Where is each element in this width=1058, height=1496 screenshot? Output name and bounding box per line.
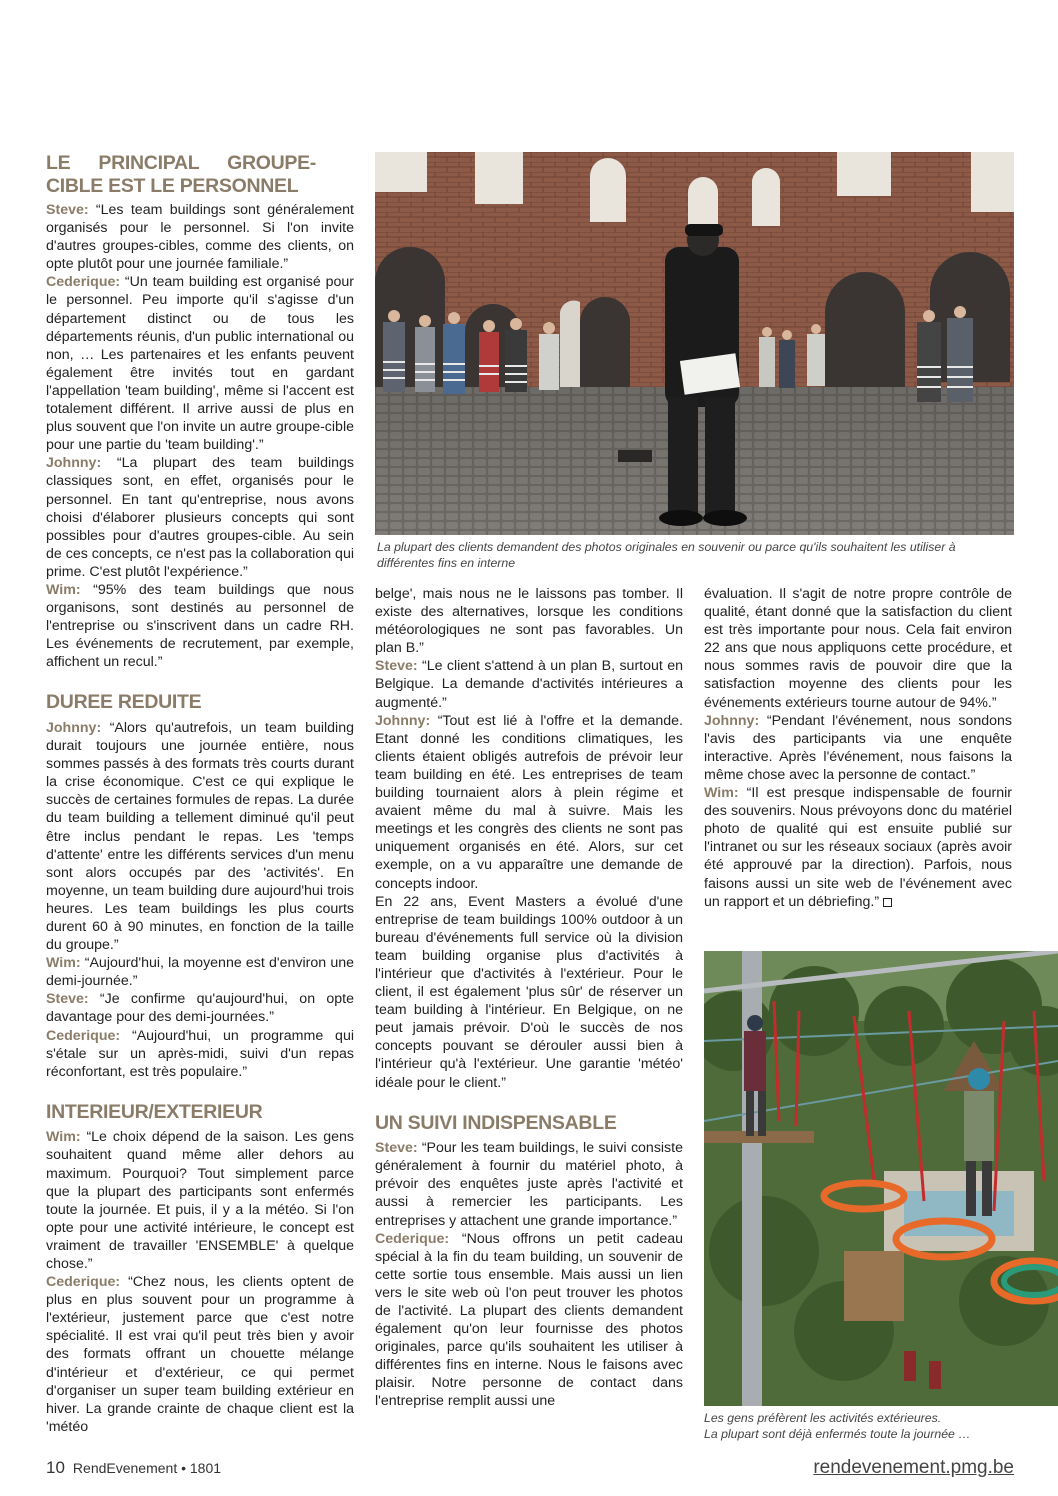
bottom-photo-caption: [704, 1410, 1034, 1442]
speaker-label: Wim:: [704, 785, 739, 802]
speaker-label: Cederique:: [375, 1230, 450, 1247]
paragraph-text: “Un team building est organisé pour le personnel. Peu importe qu'il s'agisse d'un département distinct ou de tous les départements réunis, d'un public international ou non, … Les partenaires et les enfants peuvent également être invités tout en gardant l'appellation 'team building', même si l'accent est totalement différent. Il arrive aussi de plus en plus souvent que l'on invite un autre groupe-cible pour une partie du 'team building'.”: [46, 274, 354, 454]
end-of-article-icon: [883, 898, 892, 907]
courtyard-photo-image: [375, 152, 1014, 535]
speaker-label: Cederique:: [46, 1274, 121, 1291]
speaker-label: Cederique:: [46, 1027, 121, 1044]
paragraph: [46, 1273, 354, 1436]
paragraph-text: “95% des team buildings que nous organisons, sont destinés au personnel de l'entreprise ou s'inscrivent dans un cadre RH. Les événements de recrutement, par exemple, affichent un recul.”: [46, 581, 354, 671]
speaker-label: Wim:: [46, 581, 81, 598]
paragraph: [375, 657, 683, 711]
paragraph: [46, 1027, 354, 1081]
bottom-caption-line-1: Les gens préfèrent les activités extérieures.: [704, 1411, 942, 1425]
paragraph: [46, 454, 354, 581]
speaker-label: Steve:: [46, 202, 89, 218]
speaker-label: Wim:: [46, 1129, 81, 1146]
heading-duree-reduite: DUREE REDUITE: [46, 691, 202, 714]
paragraph: [704, 784, 1012, 911]
paragraph: [704, 712, 1012, 784]
paragraph-text: “Nous offrons un petit cadeau spécial à la fin du team building, un souvenir de cette sortie tous ensemble. Mais aussi un lien vers le site web où l'on peut trouver les photos de l'activité. La plupart des clients demandent également qu'on leur fournisse des photos originales, parce qu'ils souhaitent les utiliser à différentes fins en interne. Nous le faisons avec plaisir. Notre personne de contact dans l'entreprise remplit aussi une: [375, 1230, 683, 1410]
paragraph: En 22 ans, Event Masters a évolué d'une entreprise de team buildings 100% outdoor à un bureau d'événements full service où la division team building organise plus d'activités à l'intérieur que d'activités à l'extérieur. Pour le client, il est également 'plus sûr' de réserver un team building à l'intérieur. En Belgique, on ne peut jamais prévoir. D'où le succès de nos concepts pouvant se dérouler aussi bien à l'intérieur qu'à l'extérieur. Une garantie 'météo' idéale pour le client.”: [375, 893, 683, 1091]
speaker-label: Cederique:: [46, 274, 121, 291]
column-1: [46, 152, 354, 1436]
paragraph-text: “Tout est lié à l'offre et la demande. Etant donné les conditions climatiques, les clients étaient obligés autrefois de prévoir leur team building en été. Les entreprises de team building tournaient alors à plein régime et avaient même du mal à suivre. Mais les meetings et les congrès des clients ne sont pas uniquement organisés en été. Alors, sur cet exemple, on a vu apparaître une demande de concepts indoor.: [375, 712, 683, 892]
ropes-course-photo: [704, 951, 1058, 1406]
top-photo-caption: La plupart des clients demandent des photos originales en souvenir ou parce qu'ils souhaitent les utiliser à différentes fins en interne: [377, 540, 956, 570]
paragraph-text: “Les team buildings sont généralement organisés pour le personnel. Si l'on invite d'autres groupes-cibles, comme des clients, on opte plutôt pour une journée familiale.”: [46, 202, 354, 273]
paragraph: [375, 1230, 683, 1411]
paragraph: [46, 273, 354, 454]
courtyard-photo: [375, 152, 1014, 535]
speaker-label: Johnny:: [46, 455, 102, 472]
speaker-label: Johnny:: [375, 712, 431, 729]
paragraph: [46, 201, 354, 273]
heading-suivi-indispensable: UN SUIVI INDISPENSABLE: [375, 1111, 617, 1134]
speaker-label: Steve:: [375, 658, 418, 675]
footer-left: [46, 1458, 221, 1478]
paragraph: [375, 712, 683, 893]
magazine-issue: RendEvenement • 1801: [72, 1460, 222, 1476]
paragraph: belge', mais nous ne le laissons pas tomber. Il existe des alternatives, lorsque les conditions météorologiques ne sont pas favorables. Un plan B.”: [375, 586, 683, 657]
paragraph-text: “Pour les team buildings, le suivi consiste généralement à fournir du matériel photo, à prévoir des enquêtes juste après l'activité et aussi à remercier les participants. Les entreprises y attachent une grande importance.”: [375, 1140, 683, 1229]
paragraph-text: “Le client s'attend à un plan B, surtout en Belgique. La demande d'activités intérieures a augmenté.”: [375, 658, 683, 711]
heading-principal-groupe-cible: LE PRINCIPAL GROUPE-CIBLE EST LE PERSONNEL: [46, 152, 316, 197]
paragraph-text: “Aujourd'hui, la moyenne est d'environ une demi-journée.”: [46, 955, 354, 990]
paragraph-text: “Le choix dépend de la saison. Les gens souhaitent quand même aller dehors au maximum. Pourquoi? Tout simplement parce que la plupart des participants sont enfermés toute la journée. Et puis, il y a la météo. Si l'on opte pour une activité intérieure, le concept est vraiment de travailler 'ENSEMBLE' à quelque chose.”: [46, 1129, 354, 1272]
paragraph-text: “Alors qu'autrefois, un team building durait toujours une journée entière, nous sommes passés à des formats très courts durant la crise économique. C'est ce qui explique le succès de certaines formules de repas. La durée du team building a tellement diminué qu'il peut être inclus pendant le repas. Les 'temps d'attente' entre les différents services d'un menu sont alors occupés par des 'activités'. En moyenne, un team building dure aujourd'hui trois heures. Les team buildings les plus courts durent 60 à 90 minutes, en fonction de la taille du groupe.”: [46, 719, 354, 954]
page-number: 10: [46, 1458, 65, 1477]
paragraph-text: “Pendant l'événement, nous sondons l'avis des participants via une enquête interactive. Après l'événement, nous faisons la même chose avec la personne de contact.”: [704, 712, 1012, 783]
paragraph: [46, 581, 354, 671]
column-2: [375, 585, 683, 1411]
speaker-label: Johnny:: [704, 712, 760, 729]
paragraph: [46, 719, 354, 954]
speaker-label: Steve:: [375, 1140, 418, 1157]
paragraph-text: “Chez nous, les clients optent de plus en plus souvent pour un programme à l'extérieur, justement parce que c'est notre spécialité. Il est vrai qu'il peut très bien y avoir des formats offrant un chouette mélange d'intérieur et d'extérieur, ce qui permet d'organiser un super team building extérieur en hiver. La grande crainte de chaque client est la 'météo: [46, 1274, 354, 1435]
footer-url-link[interactable]: rendevenement.pmg.be: [813, 1457, 1014, 1478]
paragraph-text: “Aujourd'hui, un programme qui s'étale sur un après-midi, suivi d'un repas réconfortant, est très populaire.”: [46, 1027, 354, 1080]
paragraph: [46, 990, 354, 1026]
paragraph: [46, 1128, 354, 1273]
paragraph: [46, 954, 354, 990]
ropes-course-photo-image: [704, 951, 1058, 1406]
bottom-caption-line-2: La plupart sont déjà enfermés toute la journée …: [704, 1427, 971, 1441]
speaker-label: Johnny:: [46, 719, 102, 736]
paragraph: évaluation. Il s'agit de notre propre contrôle de qualité, étant donné que la satisfaction du client est très importante pour nous. Cela fait environ 22 ans que nous appliquons cette procédure, et nous sommes ravis de pouvoir dire que la satisfaction moyenne des clients pour les événements extérieurs tourne autour de 94%.”: [704, 586, 1012, 711]
speaker-label: Wim:: [46, 955, 81, 972]
column-3: [704, 585, 1012, 911]
paragraph-text: “Il est presque indispensable de fournir des souvenirs. Nous prévoyons donc du matériel photo de qualité qui est ensuite publié sur l'intranet ou sur les réseaux sociaux (après avoir été approuvé par la direction). Parfois, nous faisons aussi un site web de l'événement avec un rapport et un débriefing.”: [704, 785, 1012, 910]
heading-interieur-exterieur: INTERIEUR/EXTERIEUR: [46, 1100, 263, 1123]
paragraph-text: “La plupart des team buildings classiques sont, en effet, organisés pour le personnel. En tant qu'entreprise, nous avons choisi d'élaborer plusieurs concepts qui sont possibles pour d'autres groupes-cible. Au sein de ces concepts, ce n'est pas la collaboration qui prime. C'est plutôt l'expérience.”: [46, 455, 354, 580]
paragraph-text: “Je confirme qu'aujourd'hui, on opte davantage pour des demi-journées.”: [46, 991, 354, 1026]
speaker-label: Steve:: [46, 991, 89, 1008]
paragraph: [375, 1139, 683, 1229]
